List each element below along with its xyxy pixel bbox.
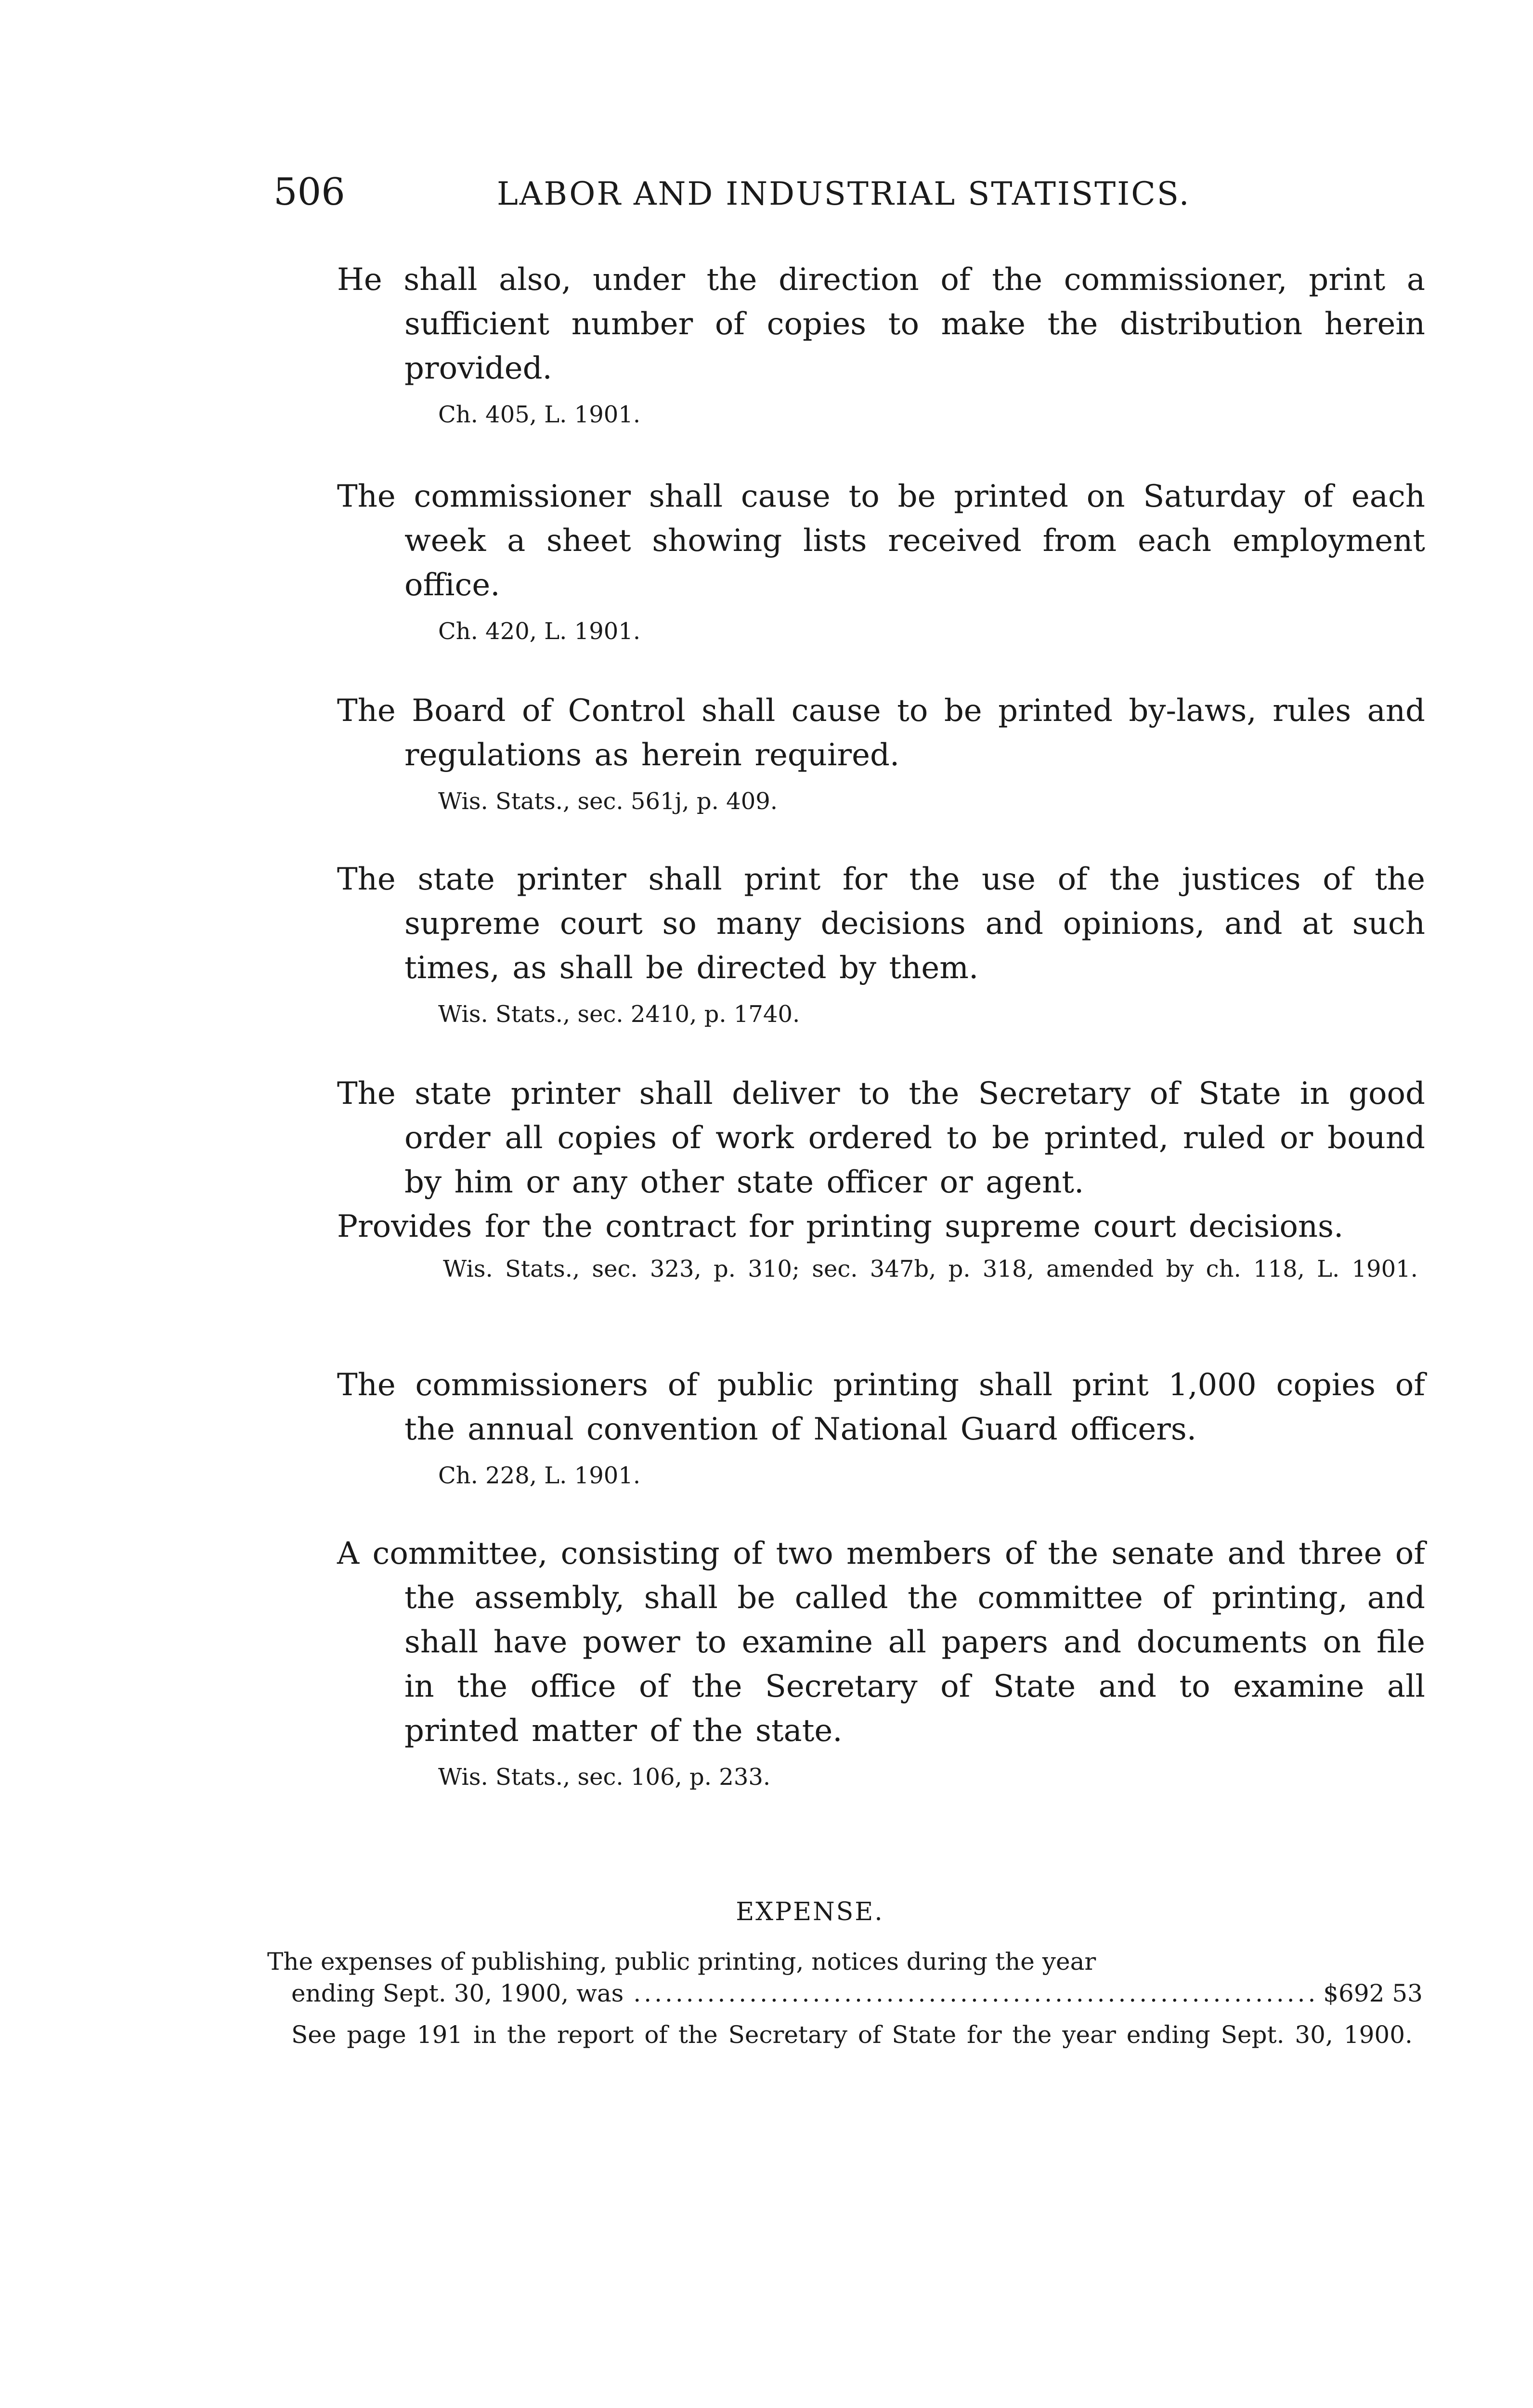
expense-line-1: The expenses of publishing, public printing, notices during the year [267, 1948, 1096, 1976]
expense-amount: $692 53 [1323, 1979, 1423, 2007]
running-head: LABOR AND INDUSTRIAL STATISTICS. [497, 175, 1191, 212]
statute-citation: Wis. Stats., sec. 2410, p. 1740. [438, 1001, 800, 1028]
statute-text: The commissioner shall cause to be printed on Saturday of each week a sheet showing lists received from each employment office. [337, 479, 1425, 603]
statute-block-4 [337, 857, 1425, 1029]
expense-note: See page 191 in the report of the Secretary of State for the year ending Sept. 30, 1900. [291, 2021, 1413, 2049]
statute-text: The Board of Control shall cause to be printed by-laws, rules and regulations as herein required. [337, 693, 1425, 773]
statute-text: A committee, consisting of two members of the senate and three of the assembly, shall be called the committee of printing, and shall have power to examine all papers and documents on file in the office of the Secretary of State and to examine all printed matter of the state. [337, 1536, 1425, 1749]
statute-block-2 [337, 474, 1425, 646]
expense-line-2 [267, 1977, 1423, 2009]
statute-text-provision: Provides for the contract for printing supreme court decisions. [337, 1209, 1344, 1244]
statute-block-7 [337, 1531, 1425, 1792]
statute-citation: Wis. Stats., sec. 106, p. 233. [438, 1764, 771, 1791]
statute-block-6 [337, 1363, 1425, 1490]
statute-block-3 [337, 689, 1425, 816]
statute-text: The state printer shall deliver to the Secretary of State in good order all copies of work ordered to be printed, ruled or bound by him or any other state officer or agent. [337, 1076, 1425, 1200]
statute-text: He shall also, under the direction of the commissioner, print a sufficient number of copies to make the distribution herein provided. [337, 262, 1425, 386]
dot-leader [633, 1977, 1313, 2009]
statute-citation: Wis. Stats., sec. 561j, p. 409. [438, 788, 778, 815]
statute-block-5 [337, 1072, 1425, 1283]
statute-citation: Ch. 405, L. 1901. [438, 401, 641, 428]
statute-block-1 [337, 258, 1425, 429]
statute-citation: Wis. Stats., sec. 323, p. 310; sec. 347b, p. 318, amended by ch. 118, L. 1901. [443, 1256, 1418, 1283]
statute-text: The commissioners of public printing shall print 1,000 copies of the annual convention of National Guard officers. [337, 1367, 1425, 1447]
statute-citation: Ch. 420, L. 1901. [438, 618, 641, 645]
page-number: 506 [273, 170, 345, 214]
statute-citation: Ch. 228, L. 1901. [438, 1462, 641, 1489]
expense-block [267, 1946, 1423, 2051]
statute-text: The state printer shall print for the use of the justices of the supreme court so many decisions and opinions, and at such times, as shall be directed by them. [337, 862, 1425, 986]
expense-period: ending Sept. 30, 1900, was [291, 1979, 624, 2007]
expense-heading: EXPENSE. [736, 1898, 884, 1926]
